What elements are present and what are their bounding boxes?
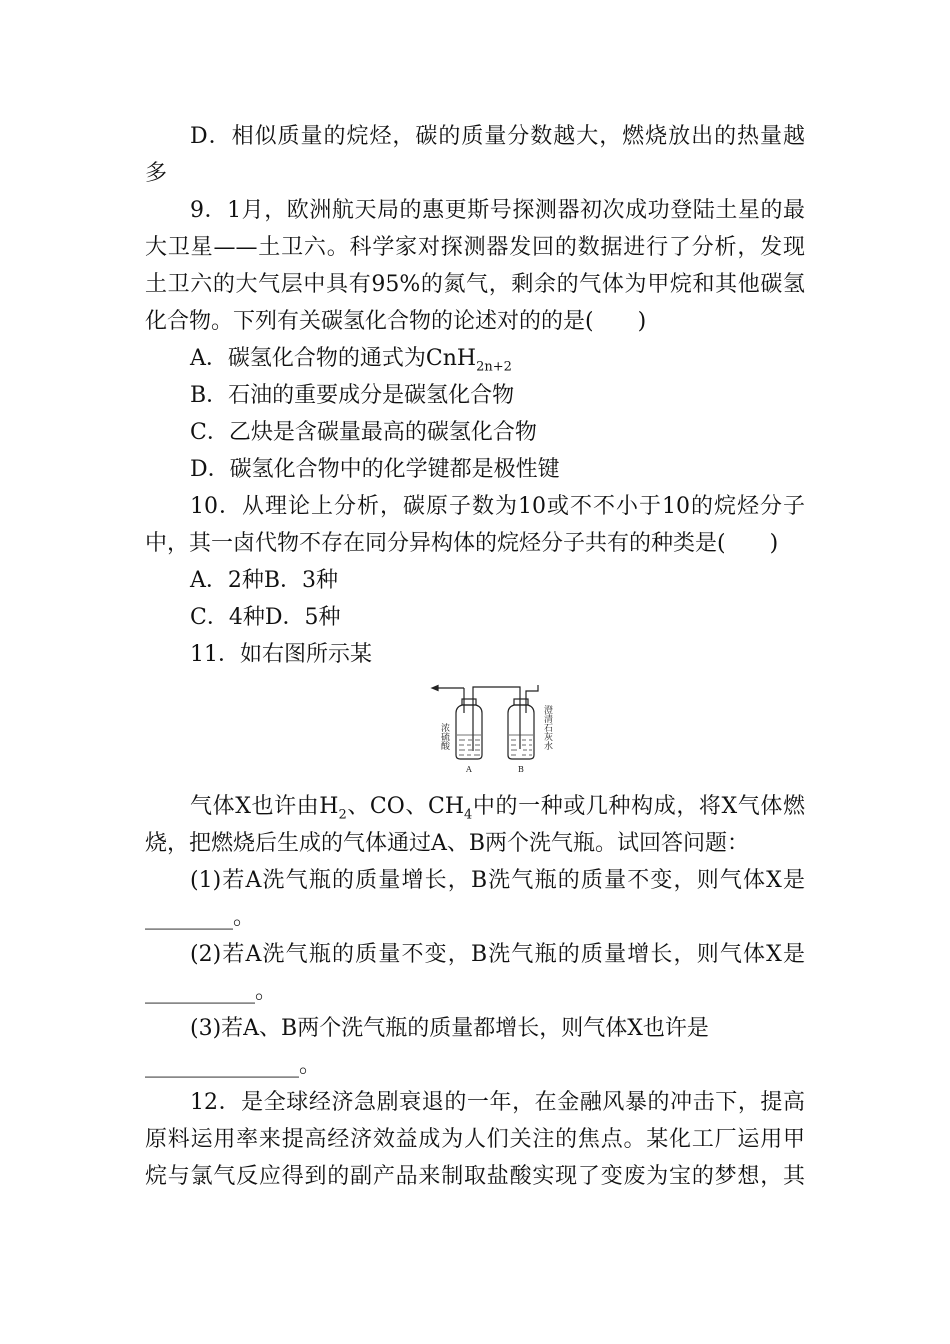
question-12-line2: 原料运用率来提高经济效益成为人们关注的焦点。某化工厂运用甲 bbox=[145, 1127, 805, 1152]
option-9a-subscript: 2n+2 bbox=[476, 359, 512, 375]
question-9-line4: 化合物。下列有关碳氢化合物的论述对的的是( ) bbox=[145, 309, 647, 334]
q11-text-mid: 、CO、CH bbox=[346, 794, 465, 819]
outlet-arrow-icon bbox=[432, 686, 438, 691]
q11-text-post: 中的一种或几种构成，将X气体燃 bbox=[472, 794, 805, 819]
question-11-part2-blank: __________。 bbox=[145, 979, 278, 1004]
option-8d-line1: D．相似质量的烷烃，碳的质量分数越大，燃烧放出的热量越 bbox=[190, 124, 806, 149]
question-11-line2 bbox=[190, 794, 805, 828]
question-11-part1: (1)若A洗气瓶的质量增长，B洗气瓶的质量不变，则气体X是 bbox=[190, 868, 805, 893]
option-10ab: A．2种B．3种 bbox=[190, 568, 339, 593]
question-11-part3-blank: ______________。 bbox=[145, 1053, 322, 1078]
question-9-line3: 土卫六的大气层中具有95%的氮气，剩余的气体为甲烷和其他碳氢 bbox=[145, 272, 805, 297]
liquid-b bbox=[509, 735, 533, 755]
option-9b: B．石油的重要成分是碳氢化合物 bbox=[190, 383, 515, 408]
q11-text-pre: 气体X也许由H bbox=[190, 794, 339, 819]
option-10cd: C．4种D．5种 bbox=[190, 605, 341, 630]
liquid-a bbox=[457, 735, 481, 755]
label-limewater: 澄清石灰水 bbox=[542, 705, 552, 750]
option-9d: D．碳氢化合物中的化学键都是极性键 bbox=[190, 457, 560, 482]
question-11-part1-blank: ________。 bbox=[145, 905, 256, 930]
option-9a bbox=[190, 346, 512, 380]
bottle-b-label: B bbox=[518, 765, 524, 774]
question-11-part3: (3)若A、B两个洗气瓶的质量都增长，则气体X也许是 bbox=[190, 1016, 709, 1041]
label-concentrated-sulfuric-acid: 浓硫酸 bbox=[439, 723, 449, 750]
question-11-line3: 烧，把燃烧后生成的气体通过A、B两个洗气瓶。试回答问题： bbox=[145, 831, 750, 856]
q11-subscript-ch4: 4 bbox=[464, 807, 473, 823]
question-12-line1: 12．是全球经济急剧衰退的一年，在金融风暴的冲击下，提高 bbox=[190, 1090, 805, 1115]
option-8d-line2: 多 bbox=[145, 161, 168, 186]
question-11-line1: 11．如右图所示某 bbox=[190, 642, 372, 667]
bottle-b-shape bbox=[508, 705, 534, 759]
question-10-line2: 中，其一卤代物不存在同分异构体的烷烃分子共有的种类是( ) bbox=[145, 531, 779, 556]
question-12-line3: 烷与氯气反应得到的副产品来制取盐酸实现了变废为宝的梦想，其 bbox=[145, 1164, 805, 1189]
option-9a-text: A．碳氢化合物的通式为CnH bbox=[190, 346, 477, 371]
question-10-line1: 10．从理论上分析，碳原子数为10或不不小于10的烷烃分子 bbox=[190, 494, 805, 519]
bottle-a-shape bbox=[456, 705, 482, 759]
bottle-a-label: A bbox=[466, 765, 472, 774]
question-11-part2: (2)若A洗气瓶的质量不变，B洗气瓶的质量增长，则气体X是 bbox=[190, 942, 805, 967]
gas-washing-bottles-diagram bbox=[430, 683, 555, 778]
question-9-line2: 大卫星——土卫六。科学家对探测器发回的数据进行了分析，发现 bbox=[145, 235, 805, 260]
q11-subscript-h2: 2 bbox=[338, 807, 347, 823]
option-9c: C．乙炔是含碳量最高的碳氢化合物 bbox=[190, 420, 537, 445]
question-9-line1: 9．1月，欧洲航天局的惠更斯号探测器初次成功登陆土星的最 bbox=[190, 198, 805, 223]
